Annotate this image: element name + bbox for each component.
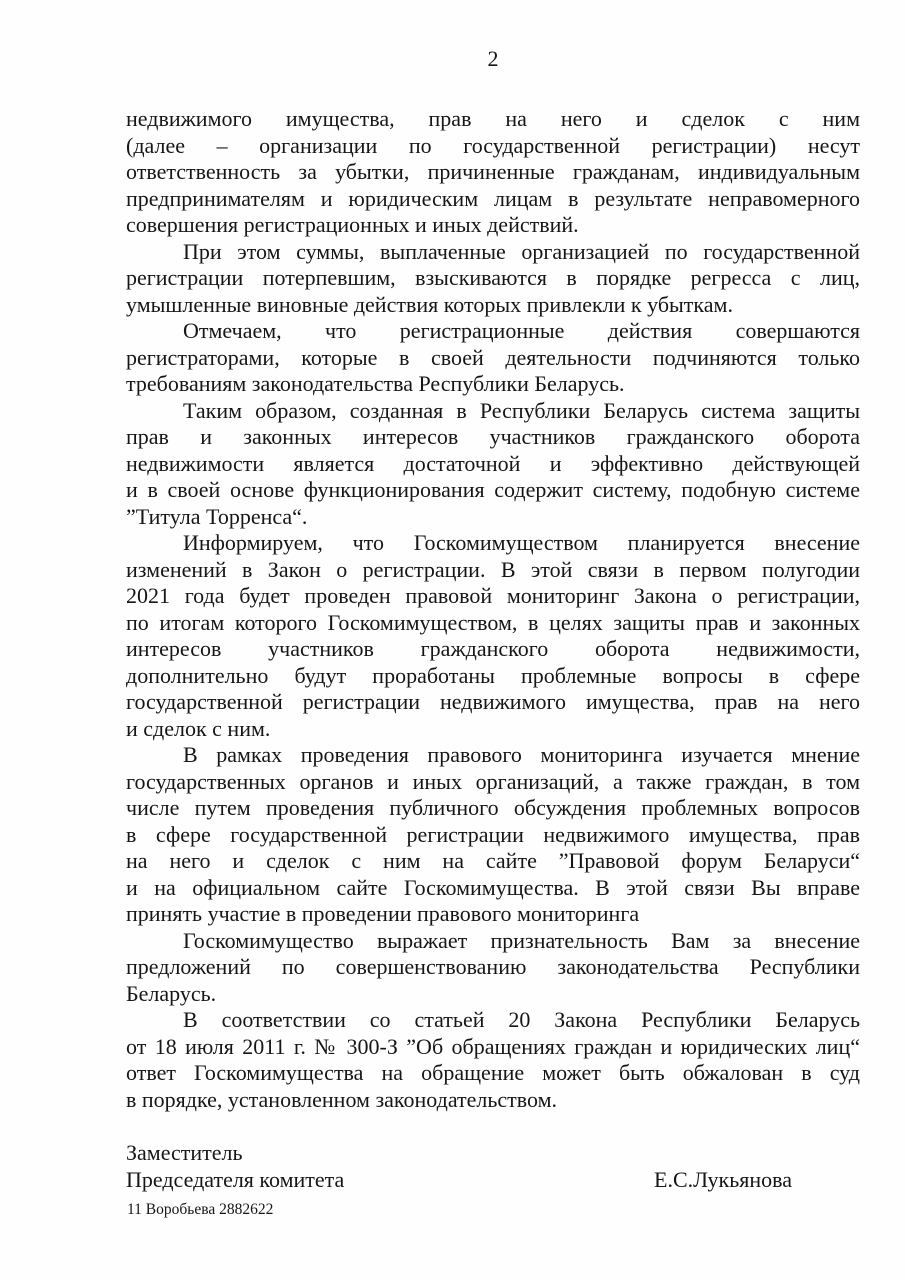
page-number: 2 [487,46,499,71]
text-line: Беларусь. [126,980,217,1006]
text-line: прав и законных интересов участников гражданского оборота [126,424,860,449]
text-line: Отмечаем, что регистрационные действия совершаются [183,318,860,343]
paragraph [126,398,860,531]
text-line: умышленные виновные действия которых привлекли к убыткам. [126,291,733,317]
text-line: государственных органов и иных организаций, а также граждан, в том [126,768,860,794]
text-line: совершения регистрационных и иных действий. [126,212,579,237]
text-line: предложений по совершенствованию законодательства Республики [126,954,860,979]
text-line: недвижимого имущества, прав на него и сделок с ним [126,106,860,131]
paragraph [126,239,860,319]
body-text [126,106,860,1113]
text-line: Информируем, что Госкомимуществом планируется внесение [183,530,860,555]
paragraph [126,1007,860,1113]
text-line: В рамках проведения правового мониторинга изучается мнение [183,742,860,767]
text-line: регистрации потерпевшим, взыскиваются в порядке регресса с лиц, [126,265,860,290]
text-line: интересов участников гражданского оборота недвижимости, [126,636,860,661]
text-line: предпринимателям и юридическим лицам в результате неправомерного [126,185,860,211]
signature-block [126,1140,860,1193]
text-line: При этом суммы, выплаченные организацией по государственной [183,238,860,264]
text-line: недвижимости является достаточной и эффективно действующей [126,450,860,476]
text-line: и сделок с ним. [126,715,271,741]
text-line: в сфере государственной регистрации недвижимого имущества, прав [126,821,860,847]
text-line: ответ Госкомимущества на обращение может быть обжалован в суд [126,1060,860,1085]
text-line: от 18 июля 2011 г. № 300-З ”Об обращениях граждан и юридических лиц“ [126,1033,860,1059]
text-line: ответственность за убытки, причиненные гражданам, индивидуальным [126,159,860,184]
text-line: по итогам которого Госкомимуществом, в целях защиты прав и законных [126,609,860,635]
text-line: дополнительно будут проработаны проблемные вопросы в сфере [126,662,860,688]
text-line: изменений в Закон о регистрации. В этой связи в первом полугодии [126,556,860,582]
paragraph [126,106,860,239]
text-line: на него и сделок с ним на сайте ”Правовой форум Беларуси“ [126,848,860,873]
text-line: в порядке, установленном законодательством. [126,1086,558,1112]
paragraph [126,318,860,398]
signature-position-line2: Председателя комитета [126,1166,345,1192]
text-line: (далее – организации по государственной регистрации) несут [126,132,860,158]
text-line: числе путем проведения публичного обсуждения проблемных вопросов [126,795,860,820]
text-line: требованиям законодательства Республики Беларусь. [126,371,625,396]
text-line: Госкомимущество выражает признательность Вам за внесение [183,927,860,953]
signature-name: Е.С.Лукьянова [654,1166,792,1192]
signature-position-line1: Заместитель [126,1140,243,1165]
text-line: принять участие в проведении правового мониторинга [126,901,640,926]
signature-row [126,1167,860,1194]
footer-reference: 11 Воробьева 2882622 [127,1201,274,1218]
text-line: В соответствии со статьей 20 Закона Республики Беларусь [183,1007,860,1032]
text-line: регистраторами, которые в своей деятельности подчиняются только [126,344,860,370]
paragraph [126,530,860,742]
text-line: государственной регистрации недвижимого имущества, прав на него [126,689,860,714]
paragraph [126,742,860,928]
text-line: Таким образом, созданная в Республики Беларусь система защиты [183,397,860,423]
paragraph [126,928,860,1008]
text-line: ”Титула Торренса“. [126,503,308,529]
text-line: и на официальном сайте Госкомимущества. В этой связи Вы вправе [126,874,860,900]
text-line: и в своей основе функционирования содержит систему, подобную системе [126,477,860,502]
text-line: 2021 года будет проведен правовой мониторинг Закона о регистрации, [126,583,860,608]
